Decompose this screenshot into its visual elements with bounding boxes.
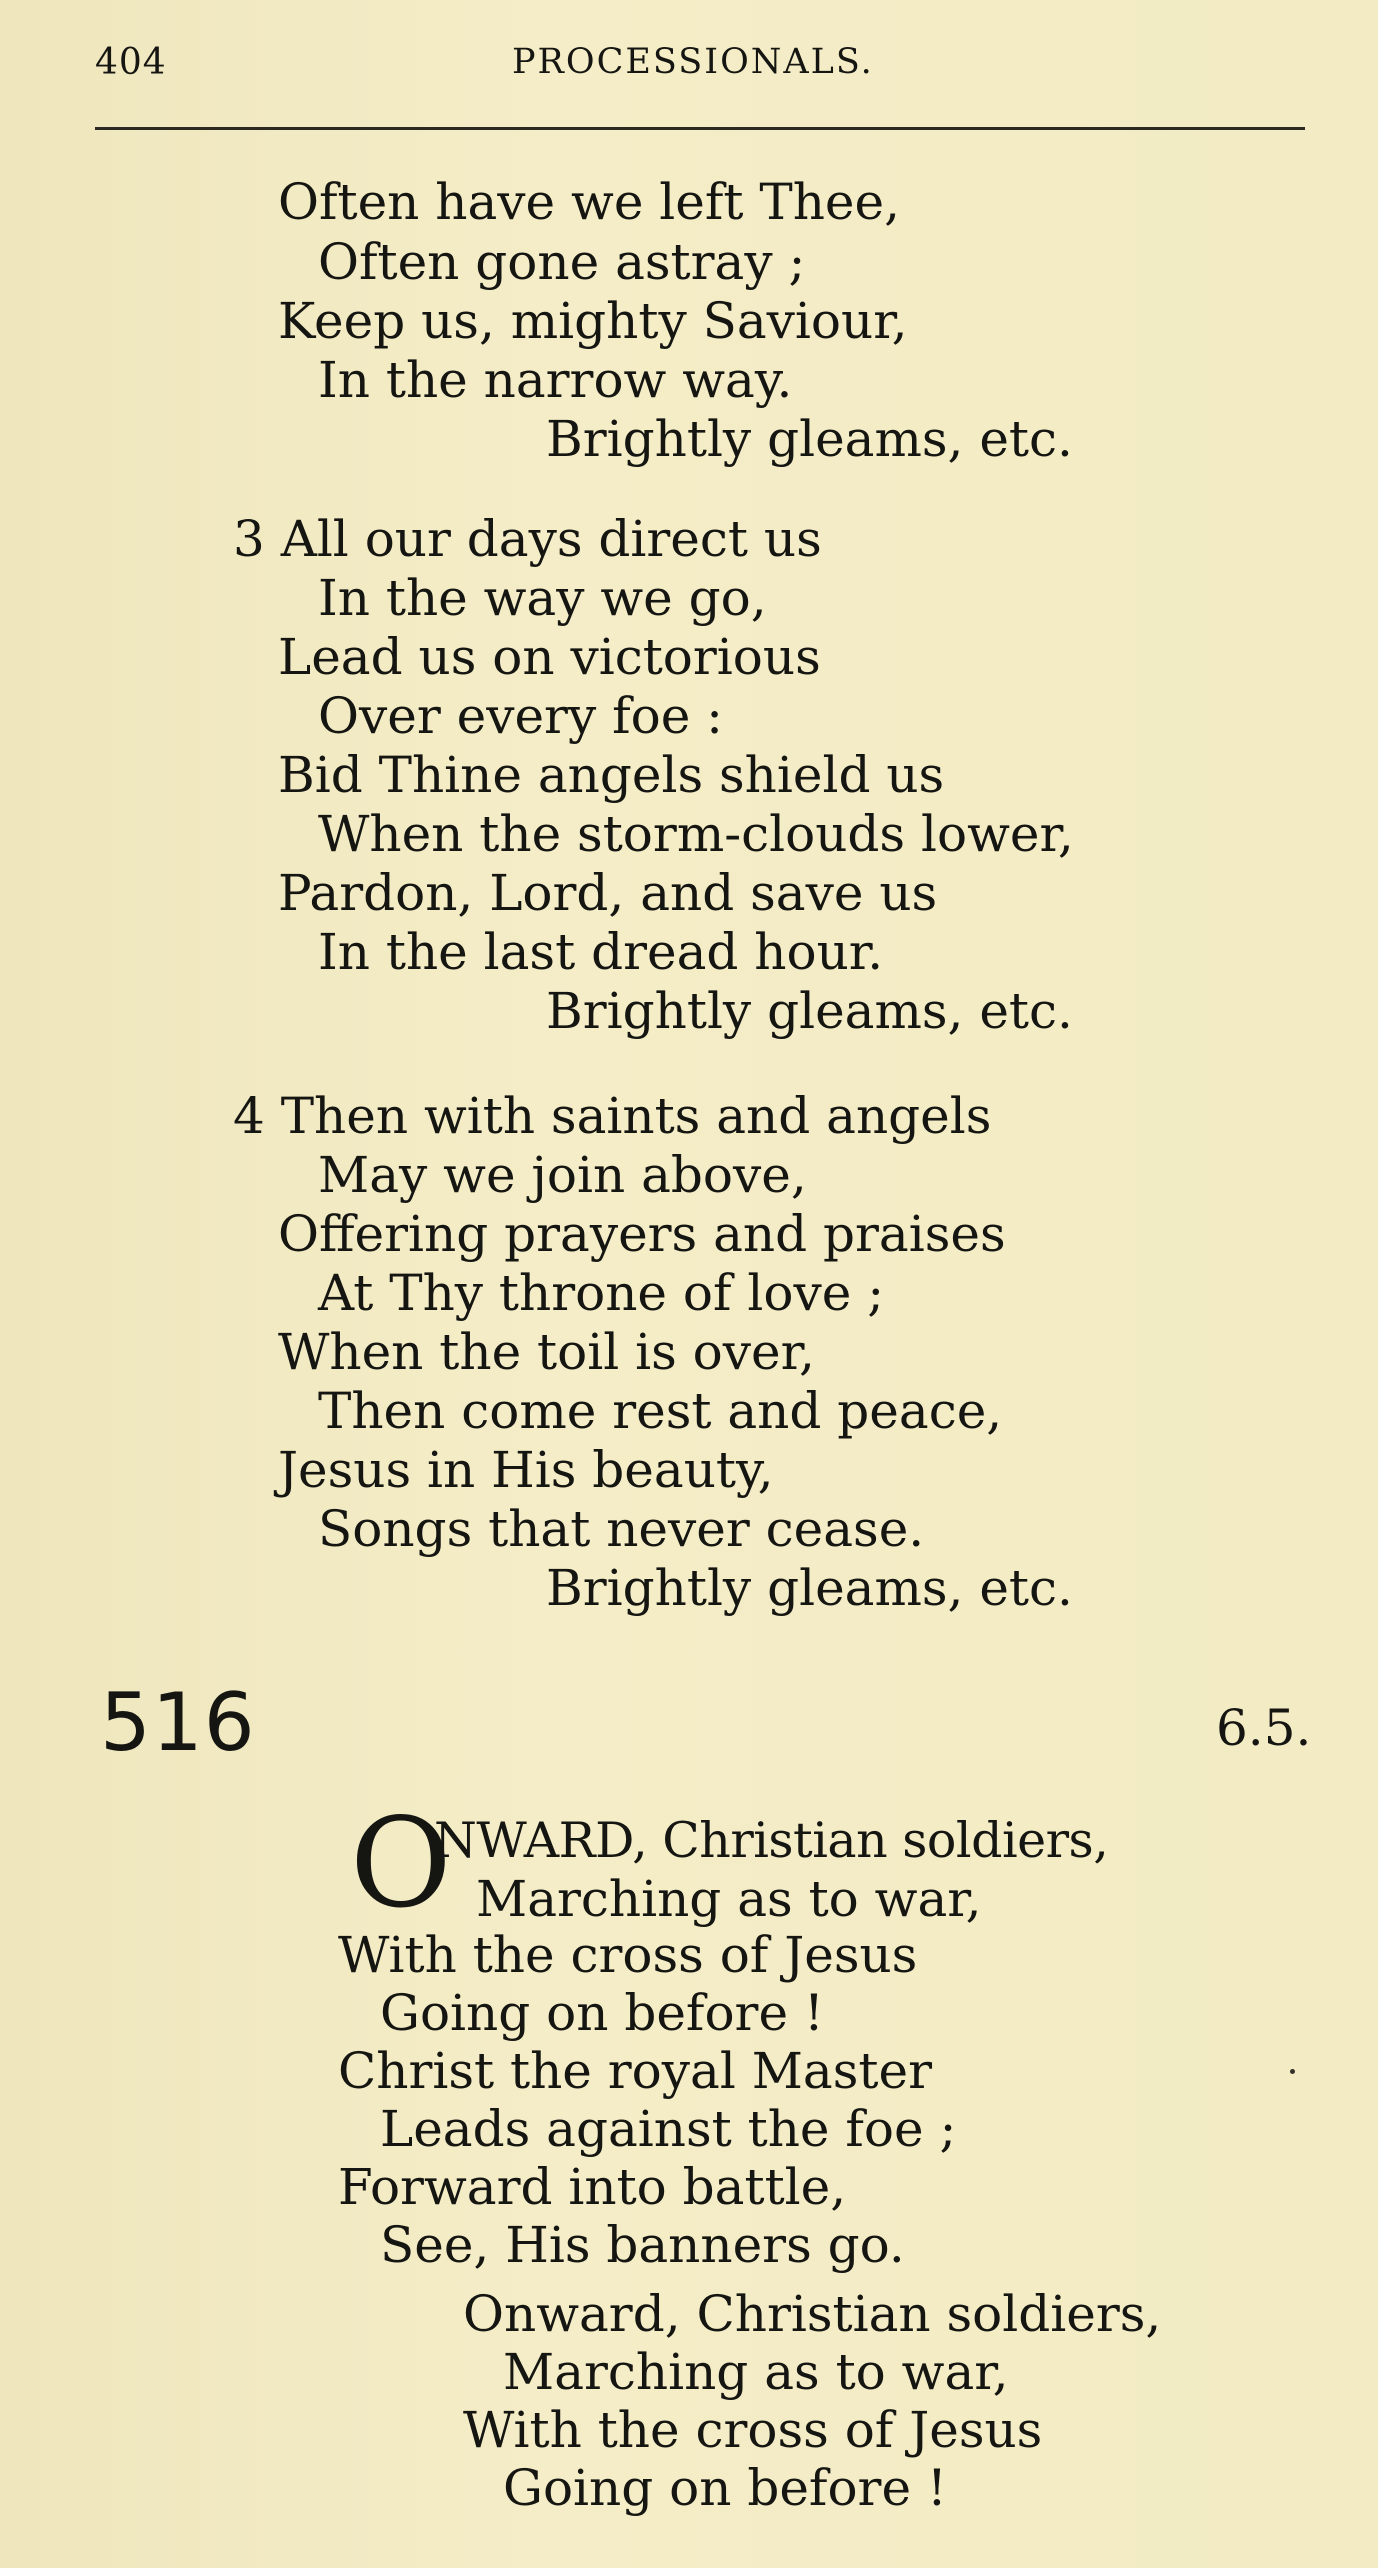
page-number: 404 bbox=[95, 42, 167, 83]
hymn-line: Marching as to war, bbox=[476, 1870, 982, 1928]
header-rule bbox=[95, 127, 1305, 130]
hymn-line: Keep us, mighty Saviour, bbox=[278, 292, 908, 350]
hymn-line: With the cross of Jesus bbox=[338, 1926, 918, 1984]
hymn-line: Songs that never cease. bbox=[318, 1500, 925, 1558]
hymn-number: 516 bbox=[100, 1676, 256, 1769]
hymn-line: Jesus in His beauty, bbox=[278, 1441, 774, 1499]
hymn-line: Often gone astray ; bbox=[318, 233, 806, 291]
hymn-line: When the storm-clouds lower, bbox=[318, 805, 1074, 863]
hymn-line: May we join above, bbox=[318, 1146, 807, 1204]
refrain-line: Onward, Christian soldiers, bbox=[463, 2285, 1162, 2343]
print-speck bbox=[1290, 2069, 1295, 2074]
hymn-meter: 6.5. bbox=[1216, 1699, 1312, 1757]
hymn-line: Christ the royal Master bbox=[338, 2042, 932, 2100]
hymn-line: In the narrow way. bbox=[318, 351, 793, 409]
refrain-cue: Brightly gleams, etc. bbox=[546, 410, 1073, 468]
refrain-line: Going on before ! bbox=[503, 2459, 948, 2517]
running-head: PROCESSIONALS. bbox=[512, 42, 874, 82]
hymn-line: 3 All our days direct us bbox=[233, 510, 822, 568]
hymn-line: Bid Thine angels shield us bbox=[278, 746, 945, 804]
hymn-line: See, His banners go. bbox=[380, 2216, 905, 2274]
refrain-cue: Brightly gleams, etc. bbox=[546, 982, 1073, 1040]
refrain-line: Marching as to war, bbox=[503, 2343, 1009, 2401]
hymn-line: In the way we go, bbox=[318, 569, 767, 627]
hymn-line: Lead us on victorious bbox=[278, 628, 821, 686]
refrain-cue: Brightly gleams, etc. bbox=[546, 1559, 1073, 1617]
hymn-line: 4 Then with saints and angels bbox=[233, 1087, 992, 1145]
hymn-line: Over every foe : bbox=[318, 687, 724, 745]
hymn-line: Going on before ! bbox=[380, 1984, 825, 2042]
hymn-line: Then come rest and peace, bbox=[318, 1382, 1003, 1440]
drop-cap: O bbox=[350, 1792, 452, 1936]
hymn-line: Leads against the foe ; bbox=[380, 2100, 957, 2158]
hymn-line: Often have we left Thee, bbox=[278, 173, 900, 231]
hymn-line: Pardon, Lord, and save us bbox=[278, 864, 938, 922]
hymn-line: In the last dread hour. bbox=[318, 923, 884, 981]
hymn-line: Forward into battle, bbox=[338, 2158, 847, 2216]
refrain-line: With the cross of Jesus bbox=[463, 2401, 1043, 2459]
hymn-line: When the toil is over, bbox=[278, 1323, 815, 1381]
hymn-line: At Thy throne of love ; bbox=[318, 1264, 885, 1322]
hymn-line: NWARD, Christian soldiers, bbox=[434, 1812, 1109, 1869]
hymn-line: Offering prayers and praises bbox=[278, 1205, 1006, 1263]
